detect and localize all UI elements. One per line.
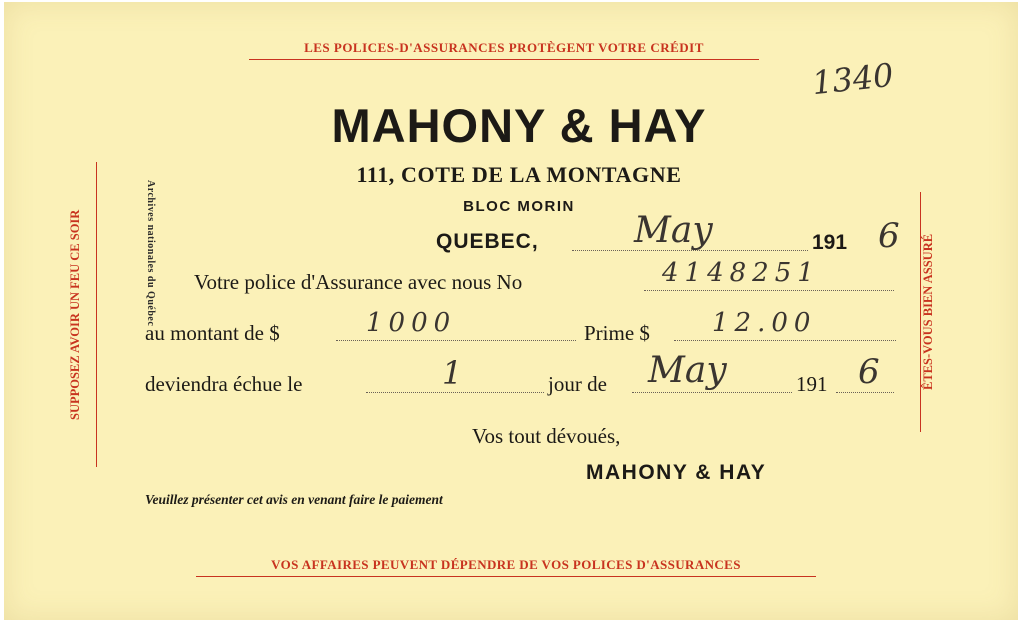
due-day-field [366, 354, 544, 393]
policy-number-value: 4148251 [662, 258, 820, 288]
due-year-field [836, 352, 894, 393]
date-year-prefix: 191 [812, 231, 848, 254]
firm-address: 111, COTE DE LA MONTAGNE [356, 162, 682, 187]
archive-stamp: Archives nationales du Québec [145, 180, 156, 327]
signature-firm: MAHONY & HAY [586, 461, 767, 484]
policy-label: Votre police d'Assurance avec nous No [194, 270, 523, 294]
firm-name: MAHONY & HAY [331, 99, 707, 152]
policy-number-field [644, 258, 894, 291]
file-number: 1340 [810, 55, 896, 103]
side-slogan-right: ÊTES-VOUS BIEN ASSURÉ [920, 192, 949, 432]
side-slogan-left: SUPPOSEZ AVOIR UN FEU CE SOIR [68, 162, 97, 467]
due-day-value: 1 [442, 354, 463, 392]
date-year-suffix: 6 [878, 216, 900, 256]
firm-building: BLOC MORIN [463, 198, 575, 215]
premium-label: Prime $ [584, 321, 650, 345]
signoff: Vos tout dévoués, [472, 424, 621, 448]
bottom-banner: VOS AFFAIRES PEUVENT DÉPENDRE DE VOS POLICES D'ASSURANCES [196, 557, 816, 577]
payment-note: Veuillez présenter cet avis en venant faire le paiement [145, 492, 443, 507]
due-day-label: jour de [548, 372, 607, 396]
amount-value: 1000 [366, 308, 457, 338]
date-month-value: May [634, 210, 713, 251]
premium-value: 12.00 [712, 308, 817, 338]
date-month-field [572, 210, 808, 251]
premium-field [674, 308, 896, 341]
city-label: QUEBEC, [436, 230, 539, 253]
due-label: deviendra échue le [145, 372, 303, 396]
amount-field [336, 308, 576, 341]
due-year-prefix: 191 [796, 372, 828, 396]
insurance-notice-card [4, 2, 1018, 620]
amount-label: au montant de $ [145, 321, 280, 345]
due-month-value: May [648, 350, 727, 391]
due-year-suffix: 6 [858, 352, 880, 392]
top-banner: LES POLICES-D'ASSURANCES PROTÈGENT VOTRE CRÉDIT [249, 40, 759, 60]
due-month-field [632, 350, 792, 393]
